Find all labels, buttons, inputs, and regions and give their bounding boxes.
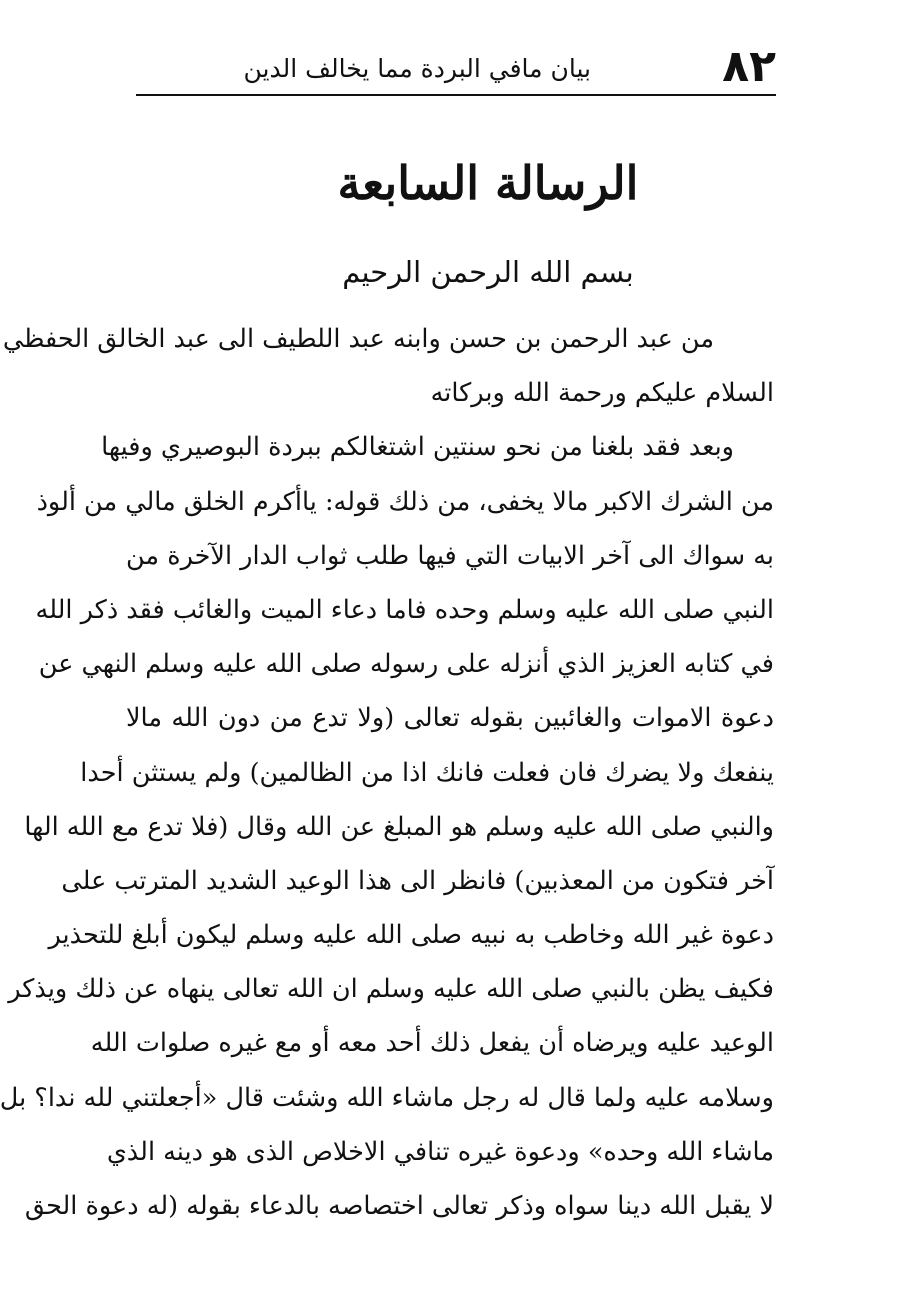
text-line: ماشاء الله وحده» ودعوة غيره تنافي الاخلاص الذى هو دينه الذي bbox=[106, 1136, 774, 1167]
running-title: بيان مافي البردة مما يخالف الدين bbox=[243, 54, 591, 83]
header-rule bbox=[136, 94, 776, 96]
body-text bbox=[0, 312, 774, 1233]
text-line: من الشرك الاكبر مالا يخفى، من ذلك قوله: ياأكرم الخلق مالي من ألوذ bbox=[36, 486, 774, 517]
text-line: فكيف يظن بالنبي صلى الله عليه وسلم ان الله تعالى ينهاه عن ذلك ويذكر bbox=[8, 974, 774, 1005]
text-line: لا يقبل الله دينا سواه وذكر تعالى اختصاصه بالدعاء بقوله (له دعوة الحق bbox=[24, 1191, 774, 1221]
text-line: دعوة غير الله وخاطب به نبيه صلى الله عليه وسلم ليكون أبلغ للتحذير bbox=[48, 920, 774, 951]
text-line: الوعيد عليه ويرضاه أن يفعل ذلك أحد معه أو مع غيره صلوات الله bbox=[90, 1028, 774, 1059]
text-line: النبي صلى الله عليه وسلم وحده فاما دعاء الميت والغائب فقد ذكر الله bbox=[35, 594, 774, 625]
text-line: ينفعك ولا يضرك فان فعلت فانك اذا من الظالمين) ولم يستثن أحدا bbox=[80, 757, 774, 788]
text-line: السلام عليكم ورحمة الله وبركاته bbox=[430, 378, 774, 409]
text-line: والنبي صلى الله عليه وسلم هو المبلغ عن الله وقال (فلا تدع مع الله الها bbox=[24, 811, 774, 842]
text-line: دعوة الاموات والغائبين بقوله تعالى (ولا تدع من دون الله مالا bbox=[126, 703, 774, 734]
text-line: آخر فتكون من المعذبين) فانظر الى هذا الوعيد الشديد المترتب على bbox=[61, 865, 774, 896]
text-line: وبعد فقد بلغنا من نحو سنتين اشتغالكم ببردة البوصيري وفيها bbox=[101, 432, 734, 463]
page-header bbox=[136, 40, 776, 96]
text-line: به سواك الى آخر الابيات التي فيها طلب ثواب الدار الآخرة من bbox=[126, 540, 774, 571]
basmala: بسم الله الرحمن الرحيم bbox=[342, 255, 634, 289]
page-number: ٨٢ bbox=[722, 41, 776, 92]
text-line: في كتابه العزيز الذي أنزله على رسوله صلى الله عليه وسلم النهي عن bbox=[38, 649, 774, 680]
text-line: وسلامه عليه ولما قال له رجل ماشاء الله وشئت قال «أجعلتني لله ندا؟ بل bbox=[0, 1082, 774, 1113]
text-line: من عبد الرحمن بن حسن وابنه عبد اللطيف الى عبد الخالق الحفظي bbox=[2, 324, 714, 354]
chapter-title: الرسالة السابعة bbox=[337, 156, 639, 210]
